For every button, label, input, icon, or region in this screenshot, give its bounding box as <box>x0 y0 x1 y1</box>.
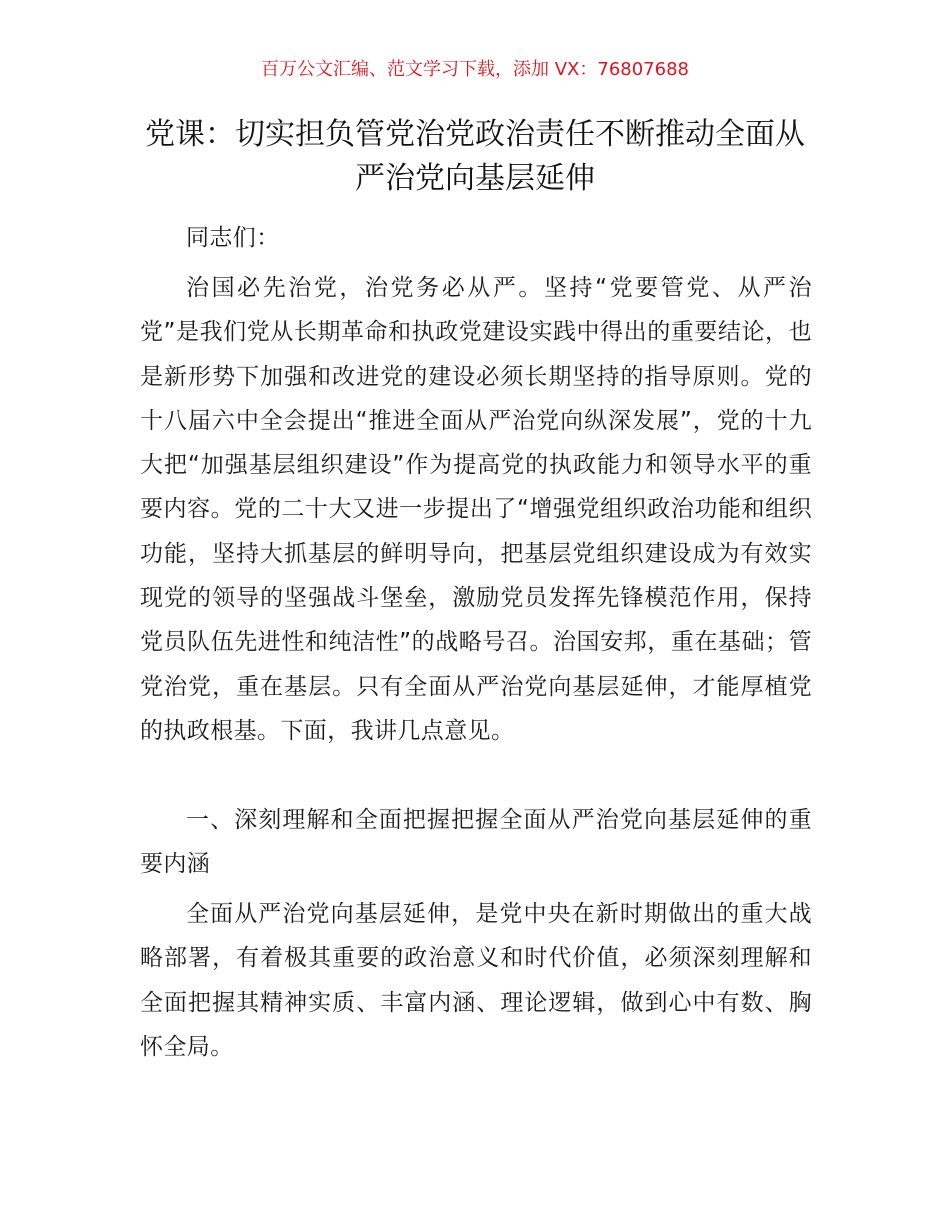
section-heading-1: 一、深刻理解和全面把握把握全面从严治党向基层延伸的重要内涵 <box>140 807 812 878</box>
watermark-banner: 百万公文汇编、范文学习下载，添加 VX：76807688 <box>261 59 689 80</box>
salutation: 同志们： <box>186 225 280 251</box>
document-title: 党课：切实担负管党治党政治责任不断推动全面从严治党向基层延伸 <box>145 117 805 196</box>
paragraph-intro: 治国必先治党，治党务必从严。坚持“党要管党、从严治党”是我们党从长期革命和执政党建设实践中得出的重要结论，也是新形势下加强和改进党的建设必须长期坚持的指导原则。党的十八届六中全会提出“推进全面从严治党向纵深发展”，党的十九大把“加强基层组织建设”作为提高党的执政能力和领导水平的重要内容。党的二十大又进一步提出了“增强党组织政治功能和组织功能，坚持大抓基层的鲜明导向，把基层党组织建设成为有效实现党的领导的坚强战斗堡垒，激励党员发挥先锋模范作用，保持党员队伍先进性和纯洁性”的战略号召。治国安邦，重在基础；管党治党，重在基层。只有全面从严治党向基层延伸，才能厚植党的执政根基。下面，我讲几点意见。 <box>140 275 812 744</box>
paragraph-section-1: 全面从严治党向基层延伸，是党中央在新时期做出的重大战略部署，有着极其重要的政治意义和时代价值，必须深刻理解和全面把握其精神实质、丰富内涵、理论逻辑，做到心中有数、胸怀全局。 <box>140 901 812 1060</box>
